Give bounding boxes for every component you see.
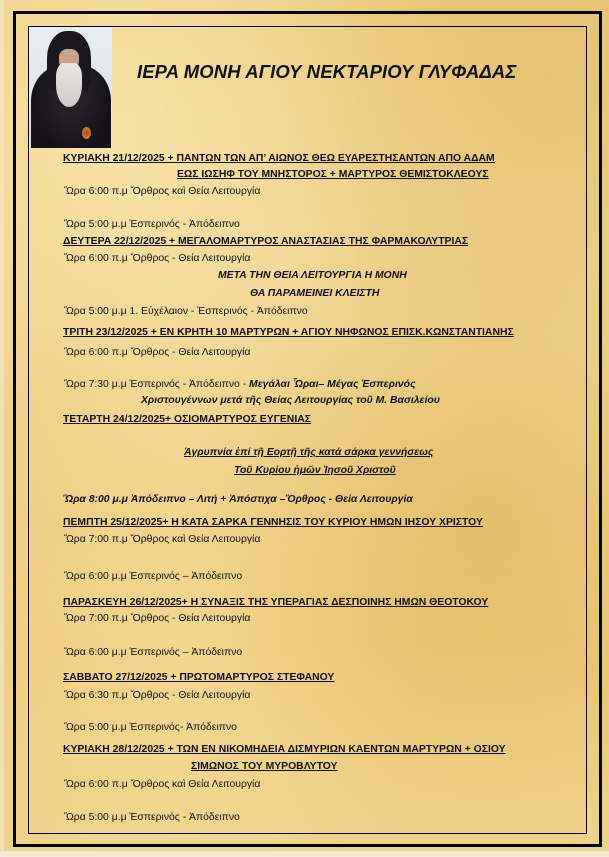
day-heading-thursday-25: ΠΕΜΠΤΗ 25/12/2025+ Η ΚΑΤΑ ΣΑΡΚΑ ΓΕΝΝΗΣΙΣ ΤΟΥ ΚΥΡΙΟΥ ΗΜΩΝ ΙΗΣΟΥ ΧΡΙΣΤΟΥ bbox=[63, 517, 483, 528]
service-line: Ὥρα 6:00 μ.μ Ἑσπερινός – Ἀπόδειπνο bbox=[64, 647, 243, 658]
page-edge bbox=[0, 0, 4, 857]
day-heading-tuesday-23: ΤΡΙΤΗ 23/12/2025 + ΕΝ ΚΡΗΤΗ 10 ΜΑΡΤΥΡΩΝ + ΑΓΙΟΥ ΝΗΦΩΝΟΣ ΕΠΙΣΚ.ΚΩΝΣΤΑΝΤΙΑΝΗΣ bbox=[63, 327, 514, 338]
service-line-text: Ὥρα 7:30 μ.μ Ἑσπερινός - Ἀπόδειπνο - bbox=[64, 379, 250, 390]
service-line bbox=[64, 378, 416, 391]
closure-notice: ΘΑ ΠΑΡΑΜΕΙΝΕΙ ΚΛΕΙΣΤΗ bbox=[250, 288, 380, 299]
day-heading-sunday-28: ΚΥΡΙΑΚΗ 28/12/2025 + ΤΩΝ ΕΝ ΝΙΚΟΜΗΔΕΙΑ ΔΙΣΜΥΡΙΩΝ ΚΑΕΝΤΩΝ ΜΑΡΤΥΡΩΝ + ΟΣΙΟΥ bbox=[63, 744, 506, 755]
day-heading-friday-26: ΠΑΡΑΣΚΕΥΗ 26/12/2025+ Η ΣΥΝΑΞΙΣ ΤΗΣ ΥΠΕΡΑΓΙΑΣ ΔΕΣΠΟΙΝΗΣ ΗΜΩΝ ΘΕΟΤΟΚΟΥ bbox=[63, 597, 489, 608]
closure-notice: ΜΕΤΑ ΤΗΝ ΘΕΙΑ ΛΕΙΤΟΥΡΓΙΑ Η ΜΟΝΗ bbox=[218, 270, 407, 281]
day-heading-wednesday-24: ΤΕΤΑΡΤΗ 24/12/2025+ ΟΣΙΟΜΑΡΤΥΡΟΣ ΕΥΓΕΝΙΑΣ bbox=[63, 414, 311, 425]
vigil-notice: Τοῦ Κυρίου ἡμῶν Ἰησοῦ Χριστοῦ bbox=[234, 465, 396, 476]
portrait-engolpion bbox=[82, 127, 91, 139]
service-line: Ὥρα 6:00 π.μ Ὄρθρος - Θεία Λειτουργία bbox=[64, 347, 251, 358]
service-line-extra: Μεγάλαι Ὧραι– Μέγας Ἑσπερινός bbox=[249, 379, 416, 390]
service-line: Ὥρα 8:00 μ.μ Ἀπόδειπνο – Λιτή + Ἀπόστιχα –Ὄρθρος - Θεία Λειτουργία bbox=[63, 494, 413, 505]
service-line: Ὥρα 7:00 π.μ Ὄρθρος καὶ Θεία Λειτουργία bbox=[64, 534, 261, 545]
monastery-title: ΙΕΡΑ ΜΟΝΗ ΑΓΙΟΥ ΝΕΚΤΑΡΙΟΥ ΓΛΥΦΑΔΑΣ bbox=[137, 61, 517, 82]
saint-portrait-image bbox=[29, 27, 112, 148]
day-heading-sunday-28-cont: ΣΙΜΩΝΟΣ ΤΟΥ ΜΥΡΟΒΛΥΤΟΥ bbox=[191, 761, 338, 772]
service-line: Ὥρα 5:00 μ.μ 1. Εὐχέλαιον - Ἑσπερινός - Ἀπόδειπνο bbox=[64, 306, 308, 317]
service-line: Ὥρα 5:00 μ.μ Ἑσπερινός- Ἀπόδειπνο bbox=[64, 722, 237, 733]
vigil-notice: Ἀγρυπνία ἐπί τῇ Εορτῇ τῆς κατά σάρκα γεννήσεως bbox=[184, 447, 434, 458]
day-heading-saturday-27: ΣΑΒΒΑΤΟ 27/12/2025 + ΠΡΩΤΟΜΑΡΤΥΡΟΣ ΣΤΕΦΑΝΟΥ bbox=[63, 672, 335, 683]
day-heading-monday-22: ΔΕΥΤΕΡΑ 22/12/2025 + ΜΕΓΑΛΟΜΑΡΤΥΡΟΣ ΑΝΑΣΤΑΣΙΑΣ ΤΗΣ ΦΑΡΜΑΚΟΛΥΤΡΙΑΣ bbox=[63, 236, 469, 247]
service-line: Ὥρα 6:00 π.μ Ὄρθρος καὶ Θεία Λειτουργία bbox=[64, 186, 261, 197]
day-heading-sunday-21-cont: ΕΩΣ ΙΩΣΗΦ ΤΟΥ ΜΝΗΣΤΟΡΟΣ + ΜΑΡΤΥΡΟΣ ΘΕΜΙΣΤΟΚΛΕΟΥΣ bbox=[177, 169, 489, 180]
service-line: Ὥρα 6:00 π.μ Ὄρθρος - Θεία Λειτουργία bbox=[64, 253, 251, 264]
service-line: Ὥρα 6:00 μ.μ Ἑσπερινός – Ἀπόδειπνο bbox=[64, 571, 243, 582]
service-line: Ὥρα 6:30 π.μ Ὄρθρος - Θεία Λειτουργία bbox=[64, 690, 251, 701]
service-line: Ὥρα 5:00 μ.μ Ἑσπερινός - Ἀπόδειπνο bbox=[64, 219, 240, 230]
service-line: Ὥρα 6:00 π.μ Ὄρθρος καὶ Θεία Λειτουργία bbox=[64, 779, 261, 790]
service-line: Ὥρα 7:00 π.μ Ὄρθρος - Θεία Λειτουργία bbox=[64, 613, 251, 624]
day-heading-sunday-21: ΚΥΡΙΑΚΗ 21/12/2025 + ΠΑΝΤΩΝ ΤΩΝ ΑΠ’ ΑΙΩΝΟΣ ΘΕΩ ΕΥΑΡΕΣΤΗΣΑΝΤΩΝ ΑΠΟ ΑΔΑΜ bbox=[63, 153, 495, 164]
service-line-extra: Χριστουγέννων μετά τῆς Θείας Λειτουργίας τοῦ Μ. Βασιλείου bbox=[141, 395, 440, 406]
service-line: Ὥρα 5:00 μ.μ Ἑσπερινός - Ἀπόδειπνο bbox=[64, 812, 240, 823]
page-bottom-edge bbox=[0, 851, 609, 857]
portrait-beard bbox=[56, 63, 82, 107]
